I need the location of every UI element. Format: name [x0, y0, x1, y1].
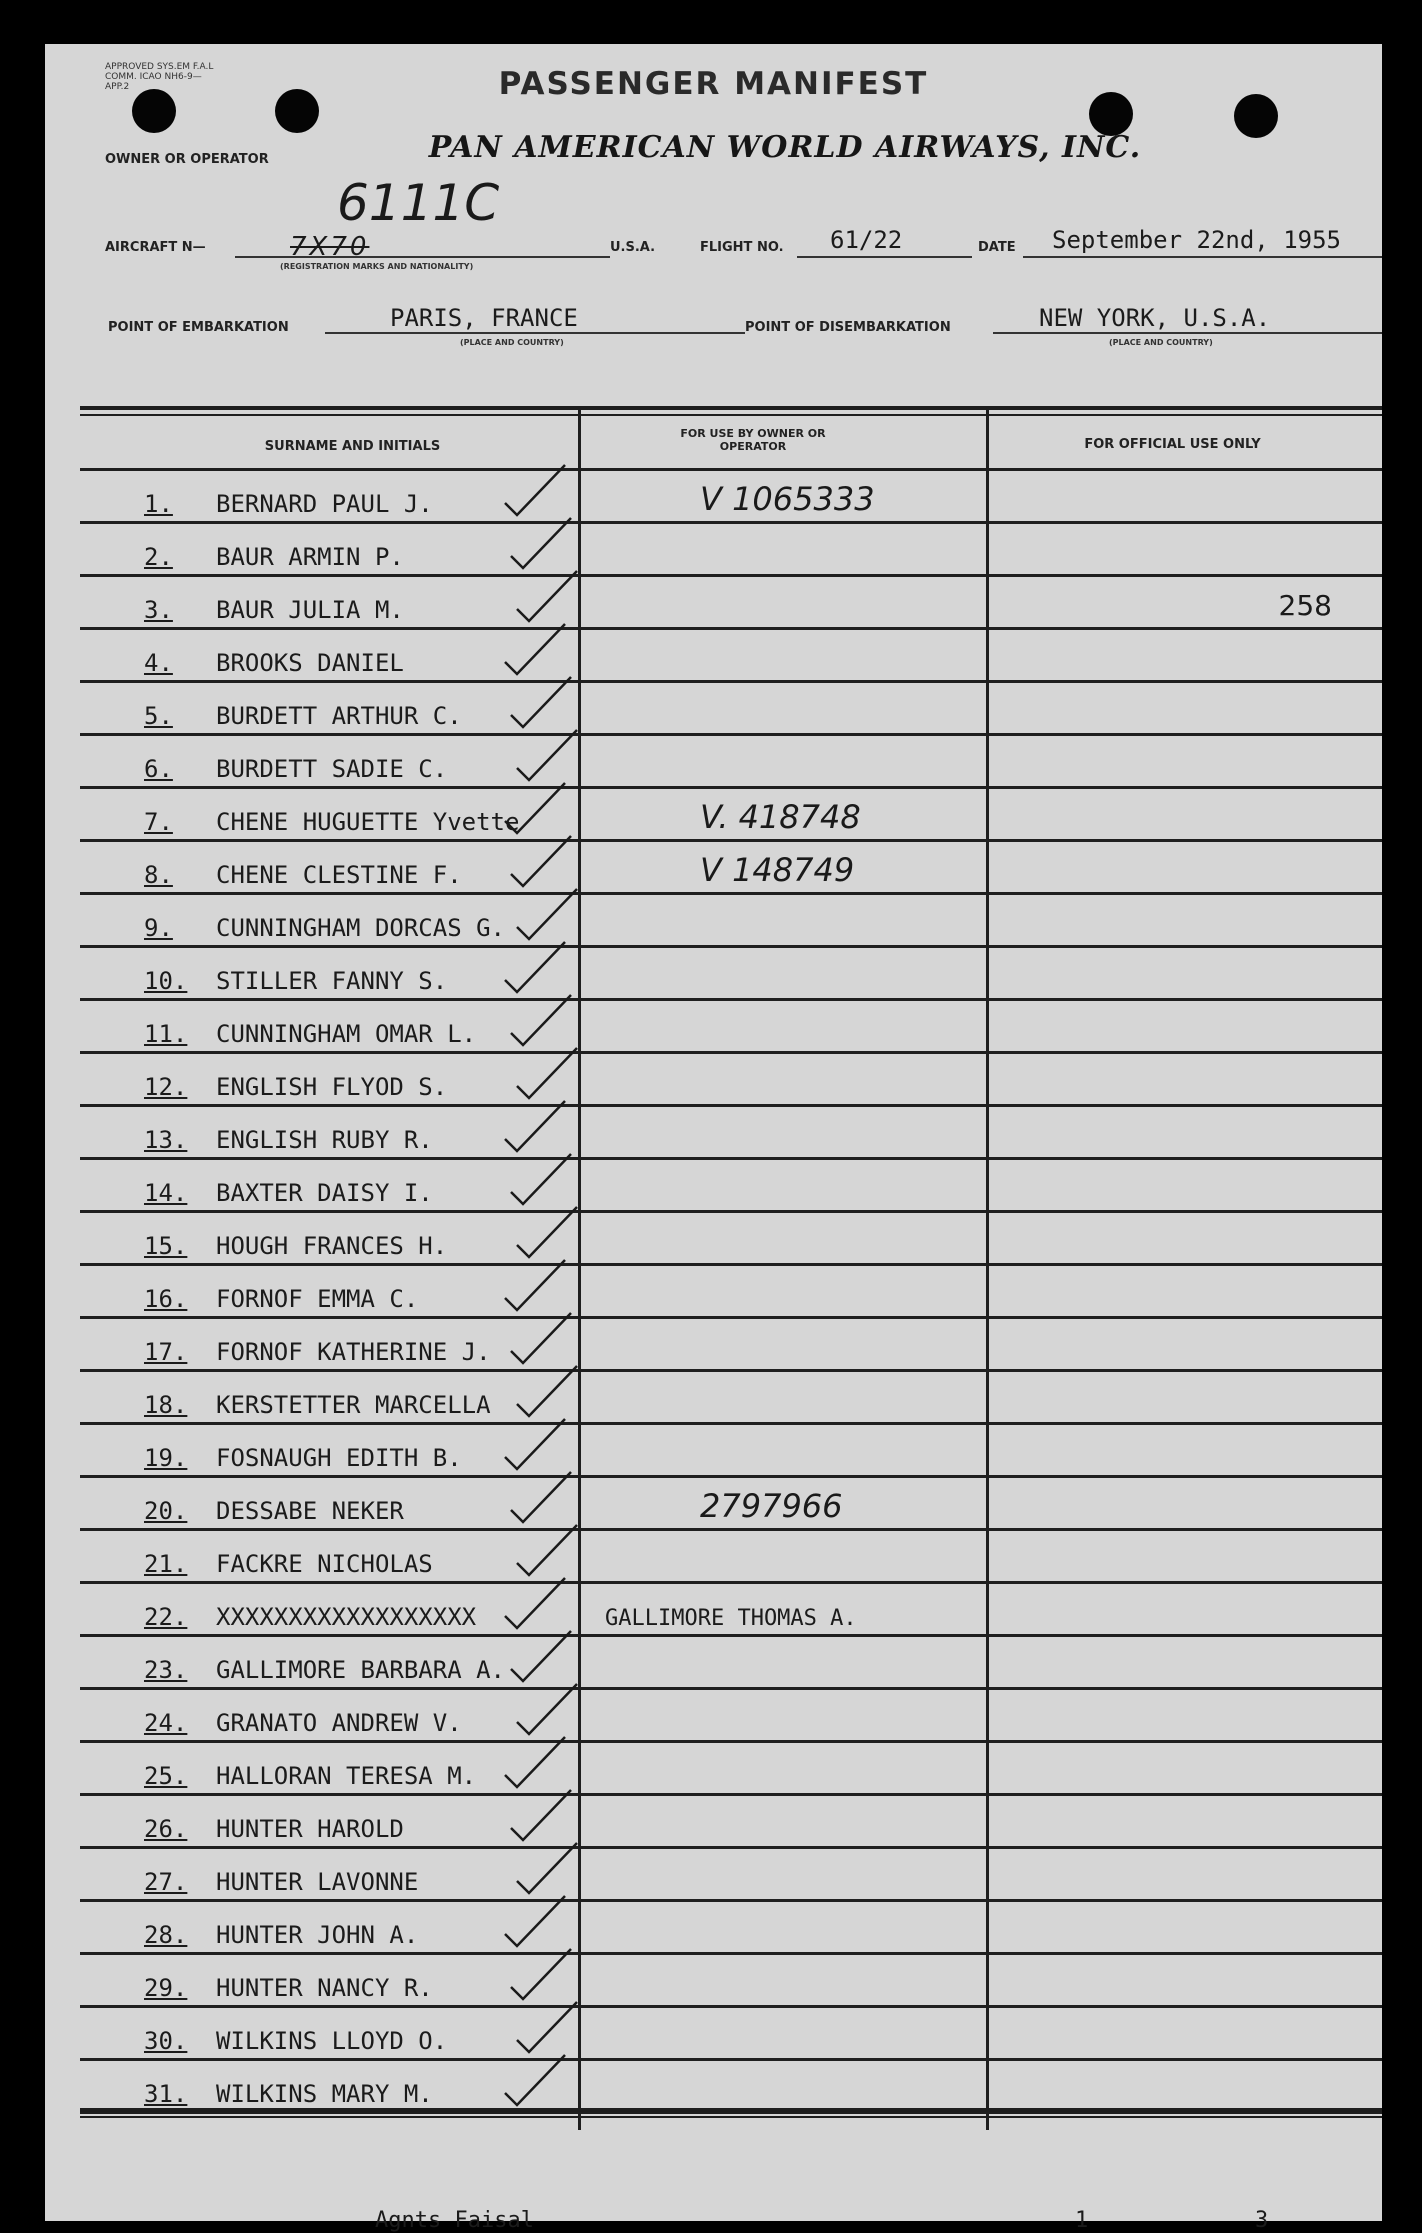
- aircraft-value: 6111C: [337, 174, 500, 232]
- passenger-name: WILKINS LLOYD O.: [216, 2027, 448, 2055]
- row-number: 14.: [144, 1179, 188, 1207]
- passenger-name: CHENE HUGUETTE Yvette: [216, 808, 520, 836]
- table-row: [80, 1849, 1382, 1902]
- row-number: 8.: [144, 861, 173, 889]
- passenger-name: KERSTETTER MARCELLA: [216, 1391, 491, 1419]
- passenger-name: CHENE CLESTINE F.: [216, 861, 462, 889]
- table-row: [80, 1531, 1382, 1584]
- passenger-name: BAUR JULIA M.: [216, 596, 404, 624]
- table-row: [80, 1001, 1382, 1054]
- table-row: [80, 577, 1382, 630]
- passenger-name: GRANATO ANDREW V.: [216, 1709, 462, 1737]
- row-number: 4.: [144, 649, 173, 677]
- row-number: 18.: [144, 1391, 188, 1419]
- disembark-label: POINT OF DISEMBARKATION: [745, 320, 951, 335]
- passenger-name: HALLORAN TERESA M.: [216, 1762, 477, 1790]
- disembark-value: NEW YORK, U.S.A.: [1039, 304, 1271, 332]
- table-row: [80, 2061, 1382, 2114]
- passenger-name: GALLIMORE BARBARA A.: [216, 1656, 505, 1684]
- footer-of: 3: [1255, 2208, 1269, 2233]
- table-row: [80, 1266, 1382, 1319]
- row-number: 13.: [144, 1126, 188, 1154]
- approval-note: APPROVED SYS.EM F.A.L COMM. ICAO NH6-9—APP.2: [105, 62, 214, 92]
- table-row: [80, 1372, 1382, 1425]
- passenger-name: BURDETT SADIE C.: [216, 755, 448, 783]
- row-number: 19.: [144, 1444, 188, 1472]
- table-top-rule-thin: [80, 414, 1382, 416]
- table-row: [80, 1690, 1382, 1743]
- row-number: 15.: [144, 1232, 188, 1260]
- row-number: 16.: [144, 1285, 188, 1313]
- header-official: FOR OFFICIAL USE ONLY: [1084, 437, 1261, 452]
- row-number: 24.: [144, 1709, 188, 1737]
- table-row: [80, 789, 1382, 842]
- row-number: 17.: [144, 1338, 188, 1366]
- table-row: [80, 1107, 1382, 1160]
- registration-sublabel: (REGISTRATION MARKS AND NATIONALITY): [280, 262, 474, 271]
- form-title: PASSENGER MANIFEST: [498, 66, 929, 102]
- row-number: 9.: [144, 914, 173, 942]
- table-row: [80, 948, 1382, 1001]
- table-row: [80, 1637, 1382, 1690]
- row-number: 6.: [144, 755, 173, 783]
- aircraft-struck-value: 7X70: [290, 232, 370, 262]
- date-value: September 22nd, 1955: [1052, 226, 1341, 254]
- row-number: 11.: [144, 1020, 188, 1048]
- airline-name: PAN AMERICAN WORLD AIRWAYS, INC.: [428, 130, 1142, 165]
- row-number: 1.: [144, 490, 173, 518]
- row-number: 7.: [144, 808, 173, 836]
- operator-note: 2797966: [700, 1487, 843, 1525]
- manifest-sheet: [45, 44, 1382, 2233]
- table-row: [80, 1319, 1382, 1372]
- table-row: [80, 2008, 1382, 2061]
- embark-value: PARIS, FRANCE: [390, 304, 578, 332]
- passenger-name: HUNTER HAROLD: [216, 1815, 404, 1843]
- date-label: DATE: [978, 240, 1016, 255]
- embark-label: POINT OF EMBARKATION: [108, 320, 289, 335]
- table-row: [80, 895, 1382, 948]
- passenger-name: STILLER FANNY S.: [216, 967, 448, 995]
- table-row: [80, 1054, 1382, 1107]
- disembark-place-sublabel: (PLACE AND COUNTRY): [1109, 338, 1213, 347]
- header-operator: FOR USE BY OWNER OR OPERATOR: [680, 427, 826, 453]
- embark-underline: [325, 332, 745, 334]
- operator-note: V 148749: [700, 851, 855, 889]
- passenger-name: FORNOF KATHERINE J.: [216, 1338, 491, 1366]
- table-row: [80, 524, 1382, 577]
- table-bottom-rule-thin: [80, 2116, 1382, 2118]
- flight-underline: [797, 256, 972, 258]
- passenger-name: HOUGH FRANCES H.: [216, 1232, 448, 1260]
- passenger-name: HUNTER JOHN A.: [216, 1921, 419, 1949]
- usa-label: U.S.A.: [610, 240, 656, 255]
- passenger-name: ENGLISH RUBY R.: [216, 1126, 433, 1154]
- table-row: [80, 842, 1382, 895]
- header-surname: SURNAME AND INITIALS: [264, 439, 441, 454]
- row-number: 30.: [144, 2027, 188, 2055]
- name-correction: GALLIMORE THOMAS A.: [605, 1606, 857, 1631]
- flight-value: 61/22: [830, 226, 903, 254]
- official-note: 258: [1278, 589, 1332, 622]
- flight-label: FLIGHT NO.: [700, 240, 784, 255]
- date-underline: [1023, 256, 1382, 258]
- table-row: [80, 1955, 1382, 2008]
- table-row: [80, 1584, 1382, 1637]
- table-row: [80, 1902, 1382, 1955]
- row-number: 25.: [144, 1762, 188, 1790]
- passenger-name: FACKRE NICHOLAS: [216, 1550, 433, 1578]
- row-number: 12.: [144, 1073, 188, 1101]
- row-number: 2.: [144, 543, 173, 571]
- table-row: [80, 1425, 1382, 1478]
- passenger-name: BURDETT ARTHUR C.: [216, 702, 462, 730]
- operator-note: V. 418748: [700, 798, 861, 836]
- embark-place-sublabel: (PLACE AND COUNTRY): [460, 338, 564, 347]
- table-row: [80, 1160, 1382, 1213]
- row-number: 28.: [144, 1921, 188, 1949]
- table-bottom-rule: [80, 2108, 1382, 2112]
- table-row: [80, 630, 1382, 683]
- row-number: 5.: [144, 702, 173, 730]
- table-row: [80, 471, 1382, 524]
- row-number: 21.: [144, 1550, 188, 1578]
- row-number: 26.: [144, 1815, 188, 1843]
- row-number: 23.: [144, 1656, 188, 1684]
- row-number: 29.: [144, 1974, 188, 2002]
- passenger-name: WILKINS MARY M.: [216, 2080, 433, 2108]
- table-row: [80, 683, 1382, 736]
- operator-note: V 1065333: [700, 480, 875, 518]
- passenger-name: BAXTER DAISY I.: [216, 1179, 433, 1207]
- row-number: 27.: [144, 1868, 188, 1896]
- passenger-name: XXXXXXXXXXXXXXXXXX: [216, 1603, 477, 1631]
- passenger-name: CUNNINGHAM DORCAS G.: [216, 914, 505, 942]
- passenger-name: HUNTER NANCY R.: [216, 1974, 433, 2002]
- row-number: 3.: [144, 596, 173, 624]
- footer-page: 1: [1075, 2208, 1089, 2233]
- aircraft-label: AIRCRAFT N—: [105, 240, 206, 255]
- disembark-underline: [993, 332, 1382, 334]
- row-number: 22.: [144, 1603, 188, 1631]
- owner-label: OWNER OR OPERATOR: [105, 152, 269, 167]
- passenger-name: BAUR ARMIN P.: [216, 543, 404, 571]
- passenger-name: CUNNINGHAM OMAR L.: [216, 1020, 477, 1048]
- row-number: 10.: [144, 967, 188, 995]
- table-row: [80, 1213, 1382, 1266]
- passenger-name: ENGLISH FLYOD S.: [216, 1073, 448, 1101]
- passenger-name: BROOKS DANIEL: [216, 649, 404, 677]
- table-row: [80, 1796, 1382, 1849]
- row-number: 20.: [144, 1497, 188, 1525]
- passenger-name: FOSNAUGH EDITH B.: [216, 1444, 462, 1472]
- passenger-name: BERNARD PAUL J.: [216, 490, 433, 518]
- footer-agent: Agnts Faisal: [375, 2208, 534, 2233]
- table-row: [80, 736, 1382, 789]
- passenger-name: FORNOF EMMA C.: [216, 1285, 419, 1313]
- table-row: [80, 1478, 1382, 1531]
- passenger-name: HUNTER LAVONNE: [216, 1868, 419, 1896]
- table-top-rule: [80, 406, 1382, 410]
- table-row: [80, 1743, 1382, 1796]
- row-number: 31.: [144, 2080, 188, 2108]
- passenger-name: DESSABE NEKER: [216, 1497, 404, 1525]
